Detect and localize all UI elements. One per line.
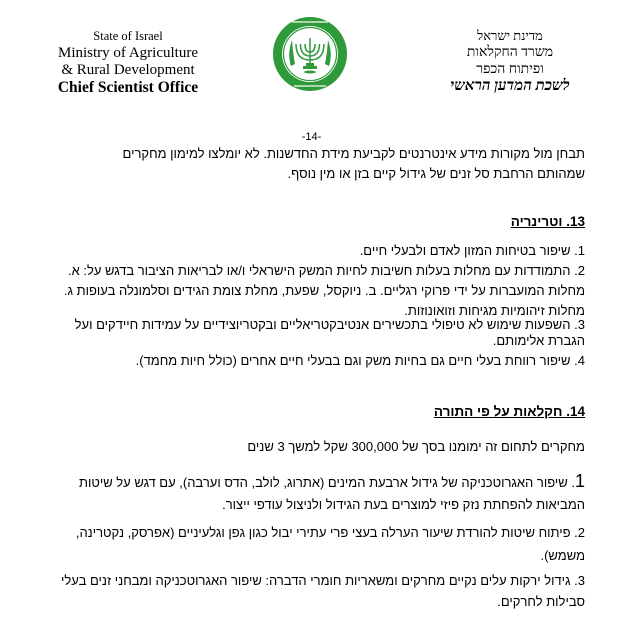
header-hebrew: [445, 27, 575, 95]
rural-dev-he: ופיתוח הכפר: [476, 62, 544, 77]
ministry-name-en: Ministry of Agriculture: [58, 45, 198, 61]
section-14-item-3-cont: סבילות לחרקים.: [497, 594, 585, 609]
section-14-budget: מחקרים לתחום זה ימומנו בסך של 300,000 שקל למשך 3 שנים: [247, 439, 585, 454]
intro-line-1: תבחן מול מקורות מידע אינטרנטים לקביעת מידת החדשנות. לא יומלצו למימון מחקרים: [122, 146, 585, 161]
page-number: -14-: [301, 131, 322, 143]
section-14-heading: 14. חקלאות על פי התורה: [433, 404, 585, 419]
section-14-item-2: 2. פיתוח שיטות להורדת שיעור הערלה בעצי פרי עתירי יבול כגון גפן וגלעיניים (אפרסק, נקטרינה,: [75, 525, 585, 540]
ministry-name-he: משרד החקלאות: [466, 45, 554, 60]
section-13-line-7: 4. שיפור רווחת בעלי חיים גם בחיות משק וגם בבעלי חיים אחרים (כולל חיות מחמד).: [135, 353, 585, 368]
section-14-item-3: 3. גידול ירקות עלים נקיים מחרקים ומשאריות חומרי הדברה: שיפור האגרוטכניקה ומבחני זנים בעלי: [61, 573, 585, 588]
item-1-number: 1: [574, 471, 585, 491]
state-name-en: State of Israel: [93, 29, 163, 43]
section-14-item-1: [79, 471, 585, 492]
item-1-text: . שיפור האגרוטכניקה של גידול ארבעת המינים (אתרוג, לולב, הדס וערבה), עם דגש על שיטות: [78, 475, 575, 490]
section-13-line-1: 1. שיפור בטיחות המזון לאדם ולבעלי חיים.: [359, 243, 585, 258]
ministry-menorah-emblem-icon: [272, 16, 348, 92]
section-14-item-1-cont: המביאות להפחתת נזק פיזי למוצרים בעת הגידול ולניצול עודפי ייצור.: [222, 497, 585, 512]
rural-dev-en: & Rural Development: [61, 62, 195, 78]
office-name-en: Chief Scientist Office: [57, 79, 199, 96]
section-13-line-4: מחלות זיהומיות מגיחות וזואונוזות.: [404, 303, 585, 318]
section-14-item-2-cont: משמש).: [540, 548, 585, 563]
section-13-line-6: הגברת אלימותם.: [492, 333, 585, 348]
header-english: [48, 28, 208, 96]
state-name-he: מדינת ישראל: [477, 28, 543, 43]
section-13-line-2: 2. התמודדות עם מחלות בעלות חשיבות לחיות המשק הישראלי ו/או לבריאות הציבור בדגש על: א.: [67, 263, 585, 278]
office-name-he: לשכת המדען הראשי: [450, 78, 570, 94]
intro-line-2: שמהותם הרחבת סל זנים של גידול קיים בזן או מין נוסף.: [287, 166, 585, 181]
section-13-line-3: מחלות המועברות על ידי פרוקי רגליים. ב. ניוקסל, שפעת, מחלת צומת הגידים וסלמונלה בעופות ג.: [63, 283, 585, 298]
section-13-heading: 13. וטרינריה: [510, 214, 585, 229]
section-13-line-5: 3. השפעות שימוש לא טיפולי בתכשירים אנטיבקטריאליים ובקטריוצידיים על עמידות חיידקים ועל: [74, 317, 585, 332]
